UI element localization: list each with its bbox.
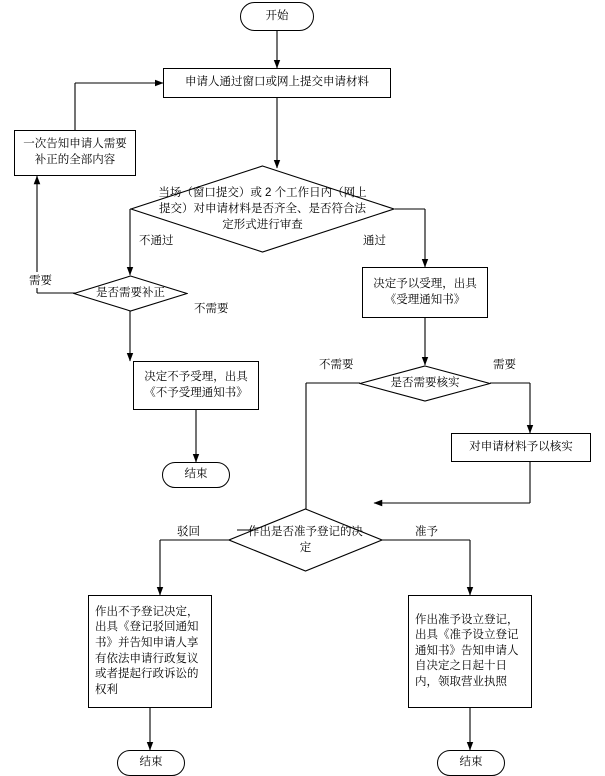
node-start-label: 开始 — [265, 9, 289, 22]
edge-label-not-need-supplement: 不需要 — [193, 300, 230, 316]
node-reject-registration-label: 作出不予登记决定，出具《登记驳回通知书》并告知申请人享有依法申请行政复议或者提起行政诉讼的权利 — [95, 605, 199, 696]
node-approve-registration-label: 作出准予设立登记，出具《准予设立登记通知书》告知申请人自决定之日起十日内，领取营业执照 — [415, 613, 519, 688]
node-end-reject — [117, 750, 185, 776]
node-notify-supplement — [14, 130, 136, 176]
node-end-approve — [437, 750, 505, 776]
node-not-accept-decision-label: 决定不予受理，出具《不予受理通知书》 — [144, 370, 248, 399]
node-accept-decision-label: 决定予以受理，出具《受理通知书》 — [373, 277, 477, 306]
node-review-decision-label: 当场（窗口提交）或 2 个工作日内（网上提交）对申请材料是否齐全、是否符合法定形式进行审查 — [158, 186, 367, 232]
node-need-verify-decision-label: 是否需要核实 — [390, 377, 460, 390]
edge-label-need-supplement: 需要 — [28, 272, 53, 288]
edge-label-verify-not-need: 不需要 — [318, 356, 355, 372]
node-registration-decision — [228, 508, 383, 572]
edge-label-rejected: 驳回 — [176, 523, 201, 539]
edge-label-pass: 通过 — [362, 232, 387, 248]
node-need-supplement-decision-label: 是否需要补正 — [96, 287, 165, 300]
node-verify-materials — [451, 433, 591, 462]
node-end-reject-label: 结束 — [139, 756, 163, 769]
node-verify-materials-label: 对申请材料予以核实 — [469, 440, 573, 453]
node-submit-materials — [163, 68, 391, 98]
edge-label-verify-need: 需要 — [492, 356, 517, 372]
node-end-approve-label: 结束 — [459, 756, 483, 769]
node-accept-decision — [362, 267, 488, 318]
node-end-not-accept-label: 结束 — [184, 468, 208, 481]
node-submit-materials-label: 申请人通过窗口或网上提交申请材料 — [185, 76, 369, 89]
node-end-not-accept — [162, 462, 230, 488]
node-approve-registration — [408, 595, 532, 708]
node-need-verify-decision — [359, 365, 491, 402]
node-reject-registration — [88, 595, 212, 708]
node-start — [240, 2, 314, 31]
node-notify-supplement-label: 一次告知申请人需要补正的全部内容 — [23, 138, 127, 166]
edge-label-not-pass: 不通过 — [138, 232, 175, 248]
node-registration-decision-label: 作出是否准予登记的决定 — [248, 525, 363, 554]
node-need-supplement-decision — [73, 275, 188, 312]
node-not-accept-decision — [133, 361, 259, 410]
edge-label-approved: 准予 — [414, 523, 439, 539]
